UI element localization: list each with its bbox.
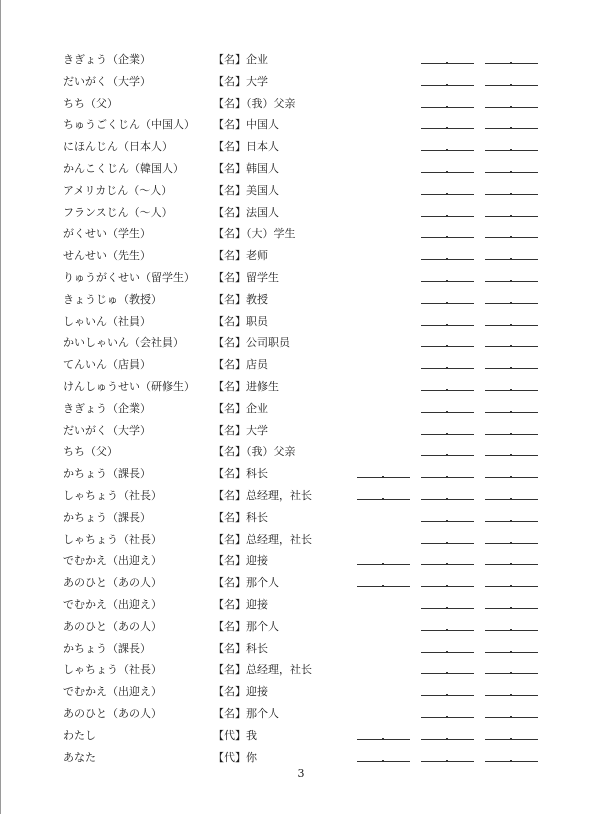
vocab-reading: しゃいん（社員） <box>63 314 151 328</box>
answer-blank-line[interactable] <box>485 564 538 565</box>
vocab-reading: ちち（父） <box>63 96 118 110</box>
vocab-meaning: 【名】（我）父亲 <box>213 96 296 110</box>
vocab-meaning: 【名】迎接 <box>213 597 268 611</box>
answer-blank-line[interactable] <box>485 128 538 129</box>
vocab-row <box>1 572 600 594</box>
vocab-row <box>1 376 600 398</box>
vocab-reading: きょうじゅ（教授） <box>63 292 162 306</box>
answer-blank-line[interactable] <box>485 717 538 718</box>
vocab-row <box>1 180 600 202</box>
vocab-row <box>1 49 600 71</box>
answer-blank-line[interactable] <box>421 564 474 565</box>
answer-blank-line[interactable] <box>485 739 538 740</box>
answer-blank-line[interactable] <box>485 630 538 631</box>
vocab-row <box>1 463 600 485</box>
vocab-meaning: 【名】（我）父亲 <box>213 445 296 459</box>
answer-blank-line[interactable] <box>421 172 474 173</box>
answer-blank-line[interactable] <box>421 434 474 435</box>
vocab-row <box>1 158 600 180</box>
vocab-meaning: 【代】你 <box>213 750 257 764</box>
answer-blank-line[interactable] <box>421 259 474 260</box>
vocab-reading: けんしゅうせい（研修生） <box>63 379 195 393</box>
vocab-meaning: 【名】迎接 <box>213 685 268 699</box>
vocab-meaning: 【名】进修生 <box>213 379 279 393</box>
vocab-reading: りゅうがくせい（留学生） <box>63 270 195 284</box>
answer-blank-line[interactable] <box>357 739 410 740</box>
answer-blank-line[interactable] <box>421 128 474 129</box>
answer-blank-line[interactable] <box>485 237 538 238</box>
vocab-meaning: 【名】企业 <box>213 401 268 415</box>
vocab-meaning: 【名】职员 <box>213 314 268 328</box>
vocab-row <box>1 93 600 115</box>
vocab-reading: にほんじん（日本人） <box>63 140 173 154</box>
vocab-meaning: 【名】企业 <box>213 53 268 66</box>
answer-blank-line[interactable] <box>357 477 410 478</box>
answer-blank-line[interactable] <box>485 695 538 696</box>
vocab-row <box>1 441 600 463</box>
vocab-reading: ちゅうごくじん（中国人） <box>63 118 195 132</box>
vocab-reading: きぎょう（企業） <box>63 401 151 415</box>
vocab-row <box>1 398 600 420</box>
vocab-row <box>1 529 600 551</box>
vocab-meaning: 【名】大学 <box>213 74 268 88</box>
answer-blank-line[interactable] <box>421 346 474 347</box>
vocab-reading: わたし <box>63 728 96 742</box>
answer-blank-line[interactable] <box>421 368 474 369</box>
answer-blank-line[interactable] <box>357 564 410 565</box>
vocab-reading: かちょう（課長） <box>63 467 151 481</box>
vocab-meaning: 【名】那个人 <box>213 619 279 633</box>
vocab-row <box>1 485 600 507</box>
vocab-row <box>1 267 600 289</box>
vocab-row <box>1 638 600 660</box>
vocab-reading: かちょう（課長） <box>63 641 151 655</box>
vocab-reading: あのひと（あの人） <box>63 619 162 633</box>
vocab-meaning: 【名】中国人 <box>213 118 279 132</box>
vocab-meaning: 【名】公司职员 <box>213 336 290 350</box>
answer-blank-line[interactable] <box>485 390 538 391</box>
vocab-row <box>1 223 600 245</box>
vocab-reading: てんいん（店員） <box>63 358 151 372</box>
vocab-meaning: 【名】美国人 <box>213 183 279 197</box>
vocab-row <box>1 202 600 224</box>
vocab-reading: しゃちょう（社長） <box>63 488 162 502</box>
vocab-meaning: 【名】科长 <box>213 510 268 524</box>
vocab-reading: がくせい（学生） <box>63 227 151 241</box>
vocab-reading: しゃちょう（社長） <box>63 532 162 546</box>
answer-blank-line[interactable] <box>485 303 538 304</box>
answer-blank-line[interactable] <box>421 63 474 64</box>
answer-blank-line[interactable] <box>421 652 474 653</box>
vocab-reading: あなた <box>63 750 96 764</box>
vocab-meaning: 【名】韩国人 <box>213 161 279 175</box>
answer-blank-line[interactable] <box>421 695 474 696</box>
answer-blank-line[interactable] <box>421 543 474 544</box>
answer-blank-line[interactable] <box>485 281 538 282</box>
vocab-meaning: 【名】科长 <box>213 467 268 481</box>
vocab-meaning: 【名】那个人 <box>213 576 279 590</box>
vocab-row <box>1 747 600 769</box>
vocab-meaning: 【名】日本人 <box>213 140 279 154</box>
vocab-meaning: 【名】法国人 <box>213 205 279 219</box>
answer-blank-line[interactable] <box>485 259 538 260</box>
answer-blank-line[interactable] <box>421 216 474 217</box>
vocab-row <box>1 71 600 93</box>
answer-blank-line[interactable] <box>485 368 538 369</box>
answer-blank-line[interactable] <box>485 216 538 217</box>
answer-blank-line[interactable] <box>421 521 474 522</box>
answer-blank-line[interactable] <box>485 194 538 195</box>
answer-blank-line[interactable] <box>421 390 474 391</box>
answer-blank-line[interactable] <box>421 237 474 238</box>
vocab-reading: でむかえ（出迎え） <box>63 597 162 611</box>
vocab-reading: アメリカじん（～人） <box>63 183 173 197</box>
vocab-reading: かんこくじん（韓国人） <box>63 161 184 175</box>
vocab-meaning: 【名】店员 <box>213 358 268 372</box>
answer-blank-line[interactable] <box>421 107 474 108</box>
vocab-reading: きぎょう（企業） <box>63 53 151 66</box>
answer-blank-line[interactable] <box>421 673 474 674</box>
answer-blank-line[interactable] <box>485 85 538 86</box>
vocab-reading: あのひと（あの人） <box>63 576 162 590</box>
answer-blank-line[interactable] <box>421 455 474 456</box>
vocab-reading: でむかえ（出迎え） <box>63 685 162 699</box>
vocab-meaning: 【名】科长 <box>213 641 268 655</box>
vocab-reading: だいがく（大学） <box>63 423 151 437</box>
answer-blank-line[interactable] <box>421 325 474 326</box>
answer-blank-line[interactable] <box>421 761 474 762</box>
vocab-row <box>1 681 600 703</box>
answer-blank-line[interactable] <box>485 455 538 456</box>
vocab-row <box>1 114 600 136</box>
vocab-meaning: 【名】教授 <box>213 292 268 306</box>
answer-blank-line[interactable] <box>421 499 474 500</box>
answer-blank-line[interactable] <box>485 586 538 587</box>
vocab-row <box>1 311 600 333</box>
vocab-row <box>1 354 600 376</box>
vocab-meaning: 【名】迎接 <box>213 554 268 568</box>
vocab-row <box>1 136 600 158</box>
answer-blank-line[interactable] <box>421 477 474 478</box>
answer-blank-line[interactable] <box>485 543 538 544</box>
vocab-reading: だいがく（大学） <box>63 74 151 88</box>
answer-blank-line[interactable] <box>485 63 538 64</box>
vocab-reading: かちょう（課長） <box>63 510 151 524</box>
answer-blank-line[interactable] <box>421 630 474 631</box>
answer-blank-line[interactable] <box>485 346 538 347</box>
vocab-meaning: 【名】留学生 <box>213 270 279 284</box>
answer-blank-line[interactable] <box>485 477 538 478</box>
answer-blank-line[interactable] <box>357 761 410 762</box>
vocab-reading: フランスじん（～人） <box>63 205 173 219</box>
vocab-row <box>1 550 600 572</box>
vocab-meaning: 【名】总经理，社长 <box>213 488 312 502</box>
vocab-row <box>1 245 600 267</box>
vocab-row <box>1 616 600 638</box>
answer-blank-line[interactable] <box>485 608 538 609</box>
vocab-meaning: 【代】我 <box>213 728 257 742</box>
answer-blank-line[interactable] <box>357 499 410 500</box>
answer-blank-line[interactable] <box>485 107 538 108</box>
answer-blank-line[interactable] <box>421 85 474 86</box>
answer-blank-line[interactable] <box>485 761 538 762</box>
vocab-reading: でむかえ（出迎え） <box>63 554 162 568</box>
answer-blank-line[interactable] <box>485 499 538 500</box>
vocab-reading: あのひと（あの人） <box>63 706 162 720</box>
answer-blank-line[interactable] <box>357 586 410 587</box>
answer-blank-line[interactable] <box>485 172 538 173</box>
vocab-row <box>1 659 600 681</box>
vocab-meaning: 【名】总经理，社长 <box>213 663 312 677</box>
vocab-meaning: 【名】那个人 <box>213 706 279 720</box>
vocab-row <box>1 703 600 725</box>
vocab-reading: しゃちょう（社長） <box>63 663 162 677</box>
answer-blank-line[interactable] <box>485 412 538 413</box>
vocab-row <box>1 594 600 616</box>
vocab-row <box>1 725 600 747</box>
vocab-row <box>1 420 600 442</box>
vocabulary-list <box>1 49 600 768</box>
vocab-reading: かいしゃいん（会社員） <box>63 336 184 350</box>
answer-blank-line[interactable] <box>421 303 474 304</box>
answer-blank-line[interactable] <box>485 521 538 522</box>
vocab-row <box>1 289 600 311</box>
answer-blank-line[interactable] <box>421 739 474 740</box>
answer-blank-line[interactable] <box>485 150 538 151</box>
vocab-meaning: 【名】（大）学生 <box>213 227 296 241</box>
vocab-reading: せんせい（先生） <box>63 249 151 263</box>
vocab-row <box>1 507 600 529</box>
answer-blank-line[interactable] <box>485 652 538 653</box>
answer-blank-line[interactable] <box>421 586 474 587</box>
answer-blank-line[interactable] <box>421 194 474 195</box>
answer-blank-line[interactable] <box>421 412 474 413</box>
vocab-meaning: 【名】总经理，社长 <box>213 532 312 546</box>
vocab-row <box>1 332 600 354</box>
vocab-meaning: 【名】老师 <box>213 249 268 263</box>
vocab-meaning: 【名】大学 <box>213 423 268 437</box>
answer-blank-line[interactable] <box>421 717 474 718</box>
answer-blank-line[interactable] <box>485 325 538 326</box>
vocab-reading: ちち（父） <box>63 445 118 459</box>
answer-blank-line[interactable] <box>421 608 474 609</box>
answer-blank-line[interactable] <box>485 434 538 435</box>
answer-blank-line[interactable] <box>485 673 538 674</box>
answer-blank-line[interactable] <box>421 281 474 282</box>
answer-blank-line[interactable] <box>421 150 474 151</box>
page-number: 3 <box>297 767 305 780</box>
